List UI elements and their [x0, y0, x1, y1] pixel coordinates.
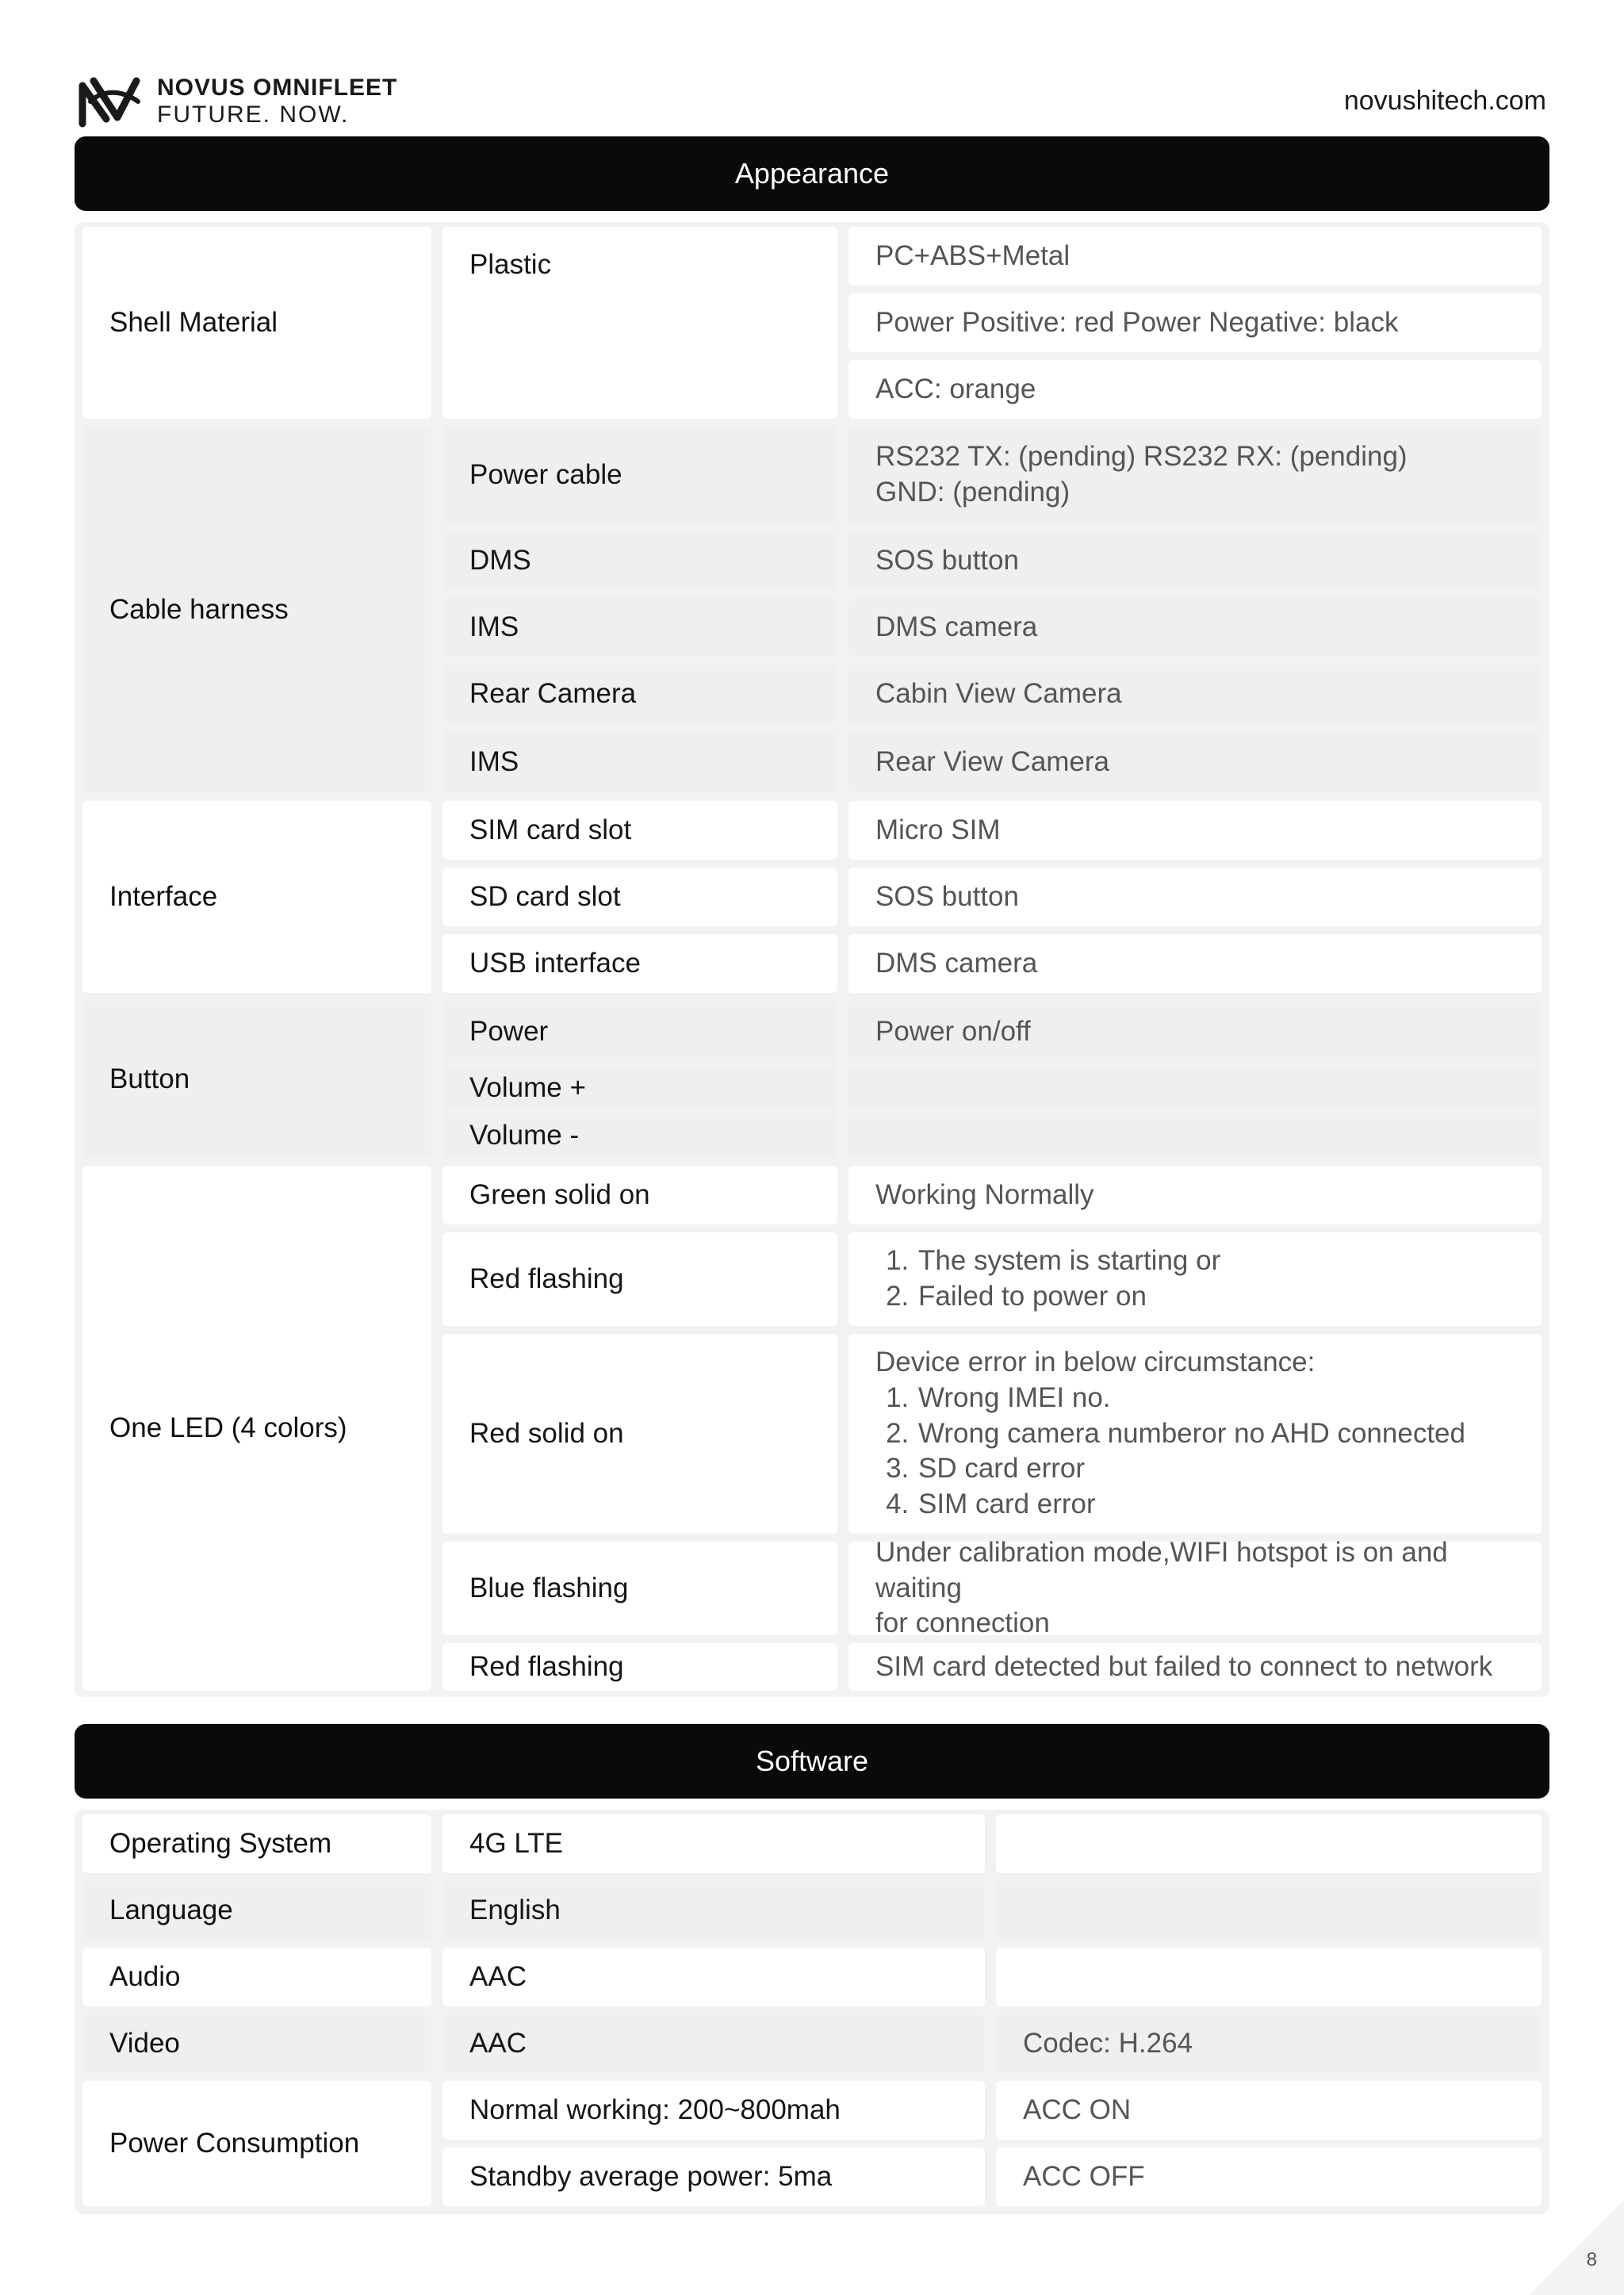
- page-header: [0, 0, 1624, 136]
- led-value-line: Under calibration mode,WIFI hotspot is on and waiting: [875, 1536, 1448, 1603]
- power-consumption-extra: ACC OFF: [996, 2147, 1542, 2206]
- software-extra: [996, 1948, 1542, 2006]
- brand-tagline: FUTURE. NOW.: [157, 102, 350, 128]
- software-label: Language: [82, 1881, 431, 1940]
- shell-material-sub: Plastic: [442, 227, 837, 419]
- led-value: [848, 1536, 1542, 1639]
- led-value: [848, 1232, 1542, 1326]
- button-label: Button: [82, 1001, 431, 1158]
- software-label: Operating System: [82, 1814, 431, 1873]
- interface-label: Interface: [82, 801, 431, 993]
- led-value-item: 3. SD card error: [917, 1451, 1465, 1487]
- software-value: 4G LTE: [442, 1814, 985, 1873]
- shell-material-label: Shell Material: [82, 227, 431, 419]
- page-corner-fold: [1529, 2200, 1624, 2295]
- novus-logo-icon: [78, 75, 144, 130]
- software-extra: Codec: H.264: [996, 2014, 1542, 2073]
- led-value: Working Normally: [848, 1166, 1542, 1224]
- led-value-list: [875, 1381, 1465, 1523]
- software-value: AAC: [442, 1948, 985, 2006]
- power-consumption-value: Standby average power: 5ma: [442, 2147, 985, 2206]
- power-consumption-value: Normal working: 200~800mah: [442, 2081, 985, 2140]
- software-extra: [996, 1814, 1542, 1873]
- cable-harness-sub: IMS: [442, 731, 837, 793]
- software-table: [75, 1810, 1549, 2214]
- page-number: 8: [1586, 2249, 1597, 2270]
- led-value-list: [875, 1243, 1220, 1315]
- button-value: Power on/off: [848, 1001, 1542, 1063]
- button-value: [848, 1113, 1542, 1158]
- interface-sub: USB interface: [442, 934, 837, 993]
- interface-value: SOS button: [848, 868, 1542, 926]
- led-label: One LED (4 colors): [82, 1166, 431, 1691]
- led-sub: Red flashing: [442, 1643, 837, 1691]
- cable-harness-sub: Rear Camera: [442, 665, 837, 723]
- led-value-item: 1. Wrong IMEI no.: [917, 1381, 1465, 1416]
- led-value-intro: Device error in below circumstance:: [875, 1347, 1316, 1377]
- led-value-item: 2. Wrong camera numberor no AHD connected: [917, 1416, 1465, 1452]
- cable-harness-value: DMS camera: [848, 598, 1542, 657]
- cable-harness-value: Cabin View Camera: [848, 665, 1542, 723]
- software-label: Audio: [82, 1948, 431, 2006]
- cable-harness-value: [848, 427, 1542, 523]
- led-sub: Green solid on: [442, 1166, 837, 1224]
- cable-harness-sub: DMS: [442, 531, 837, 590]
- section-title-appearance: Appearance: [75, 136, 1549, 211]
- cable-harness-value: Rear View Camera: [848, 731, 1542, 793]
- cable-harness-sub: IMS: [442, 598, 837, 657]
- software-value: AAC: [442, 2014, 985, 2073]
- power-consumption-label: Power Consumption: [82, 2081, 431, 2206]
- led-sub: Blue flashing: [442, 1542, 837, 1635]
- led-value: [848, 1334, 1542, 1534]
- cable-harness-value-line: RS232 TX: (pending) RS232 RX: (pending): [875, 441, 1408, 473]
- cable-harness-value: SOS button: [848, 531, 1542, 590]
- cable-harness-label: Cable harness: [82, 427, 431, 793]
- button-sub: Volume -: [442, 1113, 837, 1158]
- button-value: [848, 1066, 1542, 1110]
- led-value-line: for connection: [875, 1607, 1050, 1639]
- software-label: Video: [82, 2014, 431, 2073]
- shell-material-value: ACC: orange: [848, 360, 1542, 419]
- power-consumption-extra: ACC ON: [996, 2081, 1542, 2140]
- led-sub: Red solid on: [442, 1334, 837, 1534]
- shell-material-value: Power Positive: red Power Negative: black: [848, 293, 1542, 352]
- shell-material-value: PC+ABS+Metal: [848, 227, 1542, 285]
- led-value: SIM card detected but failed to connect to network: [848, 1643, 1542, 1691]
- brand-name: NOVUS OMNIFLEET: [157, 75, 398, 101]
- appearance-table: [75, 222, 1549, 1697]
- led-value-item: 4. SIM card error: [917, 1487, 1465, 1523]
- cable-harness-value-line: GND: (pending): [875, 477, 1071, 508]
- software-extra: [996, 1881, 1542, 1940]
- interface-sub: SD card slot: [442, 868, 837, 926]
- interface-value: Micro SIM: [848, 801, 1542, 860]
- led-sub: Red flashing: [442, 1232, 837, 1326]
- interface-sub: SIM card slot: [442, 801, 837, 860]
- cable-harness-sub: Power cable: [442, 427, 837, 523]
- interface-value: DMS camera: [848, 934, 1542, 993]
- led-value-item: 2. Failed to power on: [917, 1279, 1220, 1315]
- button-sub: Volume +: [442, 1066, 837, 1110]
- website-link[interactable]: novushitech.com: [1343, 86, 1546, 116]
- software-value: English: [442, 1881, 985, 1940]
- section-title-software: Software: [75, 1724, 1549, 1799]
- led-value-item: 1. The system is starting or: [917, 1243, 1220, 1279]
- button-sub: Power: [442, 1001, 837, 1063]
